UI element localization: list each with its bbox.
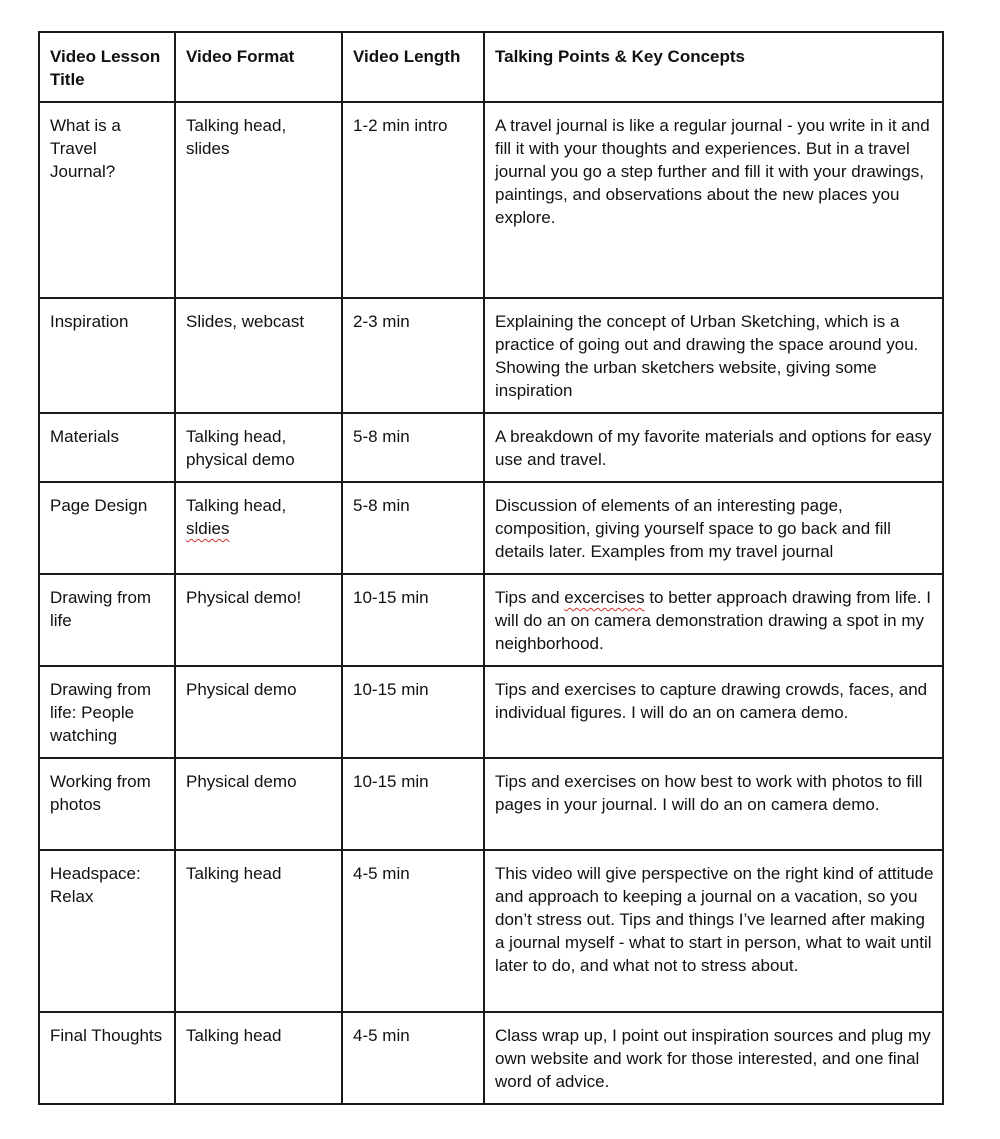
misspelled-word: excercises	[564, 588, 645, 607]
table-row	[39, 666, 943, 758]
table-row	[39, 298, 943, 413]
talking-points-cell: This video will give perspective on the right kind of attitude and approach to keeping a journal on a vacation, so you don’t stress out. Tips and things I’ve learned after making a journal myself - what to start in person, what to wait until later to do, and what not to stress about.	[484, 850, 943, 1012]
video-format-cell: Talking head	[175, 850, 342, 1012]
table-row	[39, 850, 943, 1012]
video-format-cell: Physical demo!	[175, 574, 342, 666]
video-length-cell: 10-15 min	[342, 666, 484, 758]
video-lesson-plan-table	[38, 31, 944, 1105]
video-format-text: Talking head,	[186, 496, 287, 515]
lesson-title-cell: Final Thoughts	[39, 1012, 175, 1104]
table-row	[39, 102, 943, 298]
header-video-format: Video Format	[175, 32, 342, 102]
lesson-title-cell: What is a Travel Journal?	[39, 102, 175, 298]
video-length-cell: 4-5 min	[342, 1012, 484, 1104]
video-length-cell: 10-15 min	[342, 758, 484, 850]
video-format-cell	[175, 482, 342, 574]
video-length-cell: 1-2 min intro	[342, 102, 484, 298]
talking-points-cell: Discussion of elements of an interesting page, composition, giving yourself space to go back and fill details later. Examples from my travel journal	[484, 482, 943, 574]
talking-points-cell: Tips and exercises on how best to work with photos to fill pages in your journal. I will do an on camera demo.	[484, 758, 943, 850]
video-length-cell: 4-5 min	[342, 850, 484, 1012]
talking-points-cell: Explaining the concept of Urban Sketching, which is a practice of going out and drawing the space around you. Showing the urban sketchers website, giving some inspiration	[484, 298, 943, 413]
header-video-lesson-title: Video Lesson Title	[39, 32, 175, 102]
talking-points-cell: A breakdown of my favorite materials and options for easy use and travel.	[484, 413, 943, 482]
video-format-cell: Talking head	[175, 1012, 342, 1104]
lesson-title-cell: Page Design	[39, 482, 175, 574]
video-format-cell: Physical demo	[175, 758, 342, 850]
video-format-cell: Physical demo	[175, 666, 342, 758]
talking-points-text: Tips and	[495, 588, 565, 607]
video-length-cell: 2-3 min	[342, 298, 484, 413]
lesson-title-cell: Drawing from life: People watching	[39, 666, 175, 758]
video-length-cell: 5-8 min	[342, 482, 484, 574]
header-talking-points: Talking Points & Key Concepts	[484, 32, 943, 102]
table-row	[39, 413, 943, 482]
video-length-cell: 10-15 min	[342, 574, 484, 666]
video-format-cell: Talking head, physical demo	[175, 413, 342, 482]
header-video-length: Video Length	[342, 32, 484, 102]
misspelled-word: sldies	[186, 519, 230, 538]
talking-points-cell: Tips and exercises to capture drawing crowds, faces, and individual figures. I will do an on camera demo.	[484, 666, 943, 758]
talking-points-cell: A travel journal is like a regular journal - you write in it and fill it with your thoughts and experiences. But in a travel journal you go a step further and fill it with your drawings, paintings, and observations about the new places you explore.	[484, 102, 943, 298]
lesson-title-cell: Working from photos	[39, 758, 175, 850]
talking-points-cell: Class wrap up, I point out inspiration sources and plug my own website and work for those interested, and one final word of advice.	[484, 1012, 943, 1104]
talking-points-text: to better approach drawing from life. I will do an on camera demonstration drawing a spot in my neighborhood.	[495, 588, 931, 653]
lesson-title-cell: Drawing from life	[39, 574, 175, 666]
video-length-cell: 5-8 min	[342, 413, 484, 482]
table-header-row	[39, 32, 943, 102]
lesson-title-cell: Materials	[39, 413, 175, 482]
table-row	[39, 482, 943, 574]
lesson-title-cell: Inspiration	[39, 298, 175, 413]
video-format-cell: Talking head, slides	[175, 102, 342, 298]
talking-points-cell	[484, 574, 943, 666]
table-row	[39, 758, 943, 850]
table-row	[39, 574, 943, 666]
lesson-title-cell: Headspace: Relax	[39, 850, 175, 1012]
table-row	[39, 1012, 943, 1104]
video-format-cell: Slides, webcast	[175, 298, 342, 413]
